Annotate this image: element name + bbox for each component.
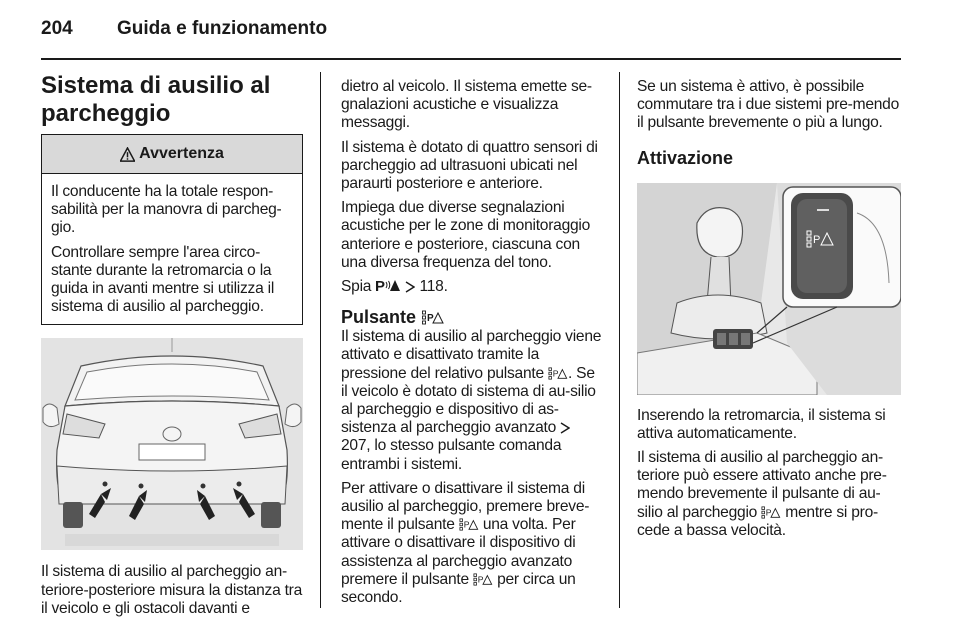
paragraph: Se un sistema è attivo, è possibile commutare tra i due sistemi pre-mendo il pulsante brevemente o più a lungo. <box>637 78 900 132</box>
header-rule <box>41 58 901 60</box>
paragraph: Il sistema è dotato di quattro sensori di parcheggio ad ultrasuoni ubicati nel paraurti posteriore e anteriore. <box>341 138 598 193</box>
park-assist-telltale-icon <box>375 278 401 293</box>
paragraph: Inserendo la retromarcia, il sistema si attiva automaticamente. <box>637 406 886 442</box>
paragraph: Impiega due diverse segnalazioni acustiche per le zone di monitoraggio anteriore e posteriore, ciascuna con una diversa frequenza del tono. <box>341 199 591 271</box>
paragraph: Il sistema di ausilio al parcheggio viene attivato e disattivato tramite la pressione del relativo pulsante P . Se il veicolo è dotato di sistema di au-silio al parcheggio e dispositivo di as-sistenza al parcheggio avanzato 207, lo stesso pulsante comanda entrambi i sistemi. <box>341 328 602 473</box>
section-title: Guida e funzionamento <box>117 18 328 39</box>
paragraph: Per attivare o disattivare il sistema di ausilio al parcheggio, premere breve-mente il pulsante P una volta. Per attivare o disattivare il dispositivo di assistenza al parcheggio avanzato premere il pulsante P per circa un secondo. <box>341 479 590 607</box>
warning-title: Avvertenza <box>139 145 224 162</box>
paragraph: Il sistema di ausilio al parcheggio an-teriore può essere attivato anche pre-mendo brevemente il pulsante di au-silio al parcheggio P mentre si pro-cede a bassa velocità. <box>637 449 887 539</box>
warning-box <box>41 134 303 325</box>
svg-text:P: P <box>765 507 772 518</box>
column-1 <box>41 72 303 624</box>
park-assist-icon <box>548 367 568 380</box>
svg-text:P: P <box>552 368 559 379</box>
warning-header <box>42 135 302 174</box>
park-assist-icon <box>473 573 493 586</box>
page-header <box>41 14 327 44</box>
column-divider <box>320 72 321 608</box>
warning-body <box>42 174 302 324</box>
warning-paragraph: Controllare sempre l'area circo-stante durante la retromarcia o la guida in avanti mentre si utilizza il sistema di ausilio al parcheggio. <box>51 243 275 316</box>
telltale-reference: Spia P 118. <box>341 278 448 296</box>
svg-text:P: P <box>813 233 821 246</box>
park-assist-icon <box>761 506 781 519</box>
reference-arrow-icon <box>405 281 415 293</box>
svg-text:P: P <box>463 519 470 530</box>
park-assist-icon <box>422 310 444 325</box>
svg-text:P: P <box>375 278 386 294</box>
park-assist-icon <box>459 518 479 531</box>
column-2 <box>341 78 603 613</box>
paragraph: Il sistema di ausilio al parcheggio an-teriore-posteriore misura la distanza tra il veicolo e gli ostacoli davanti e <box>41 563 303 617</box>
reference-arrow-icon <box>560 422 570 434</box>
console-button-illustration <box>637 183 901 395</box>
svg-text:P: P <box>427 312 434 324</box>
section-heading: Attivazione <box>637 147 734 168</box>
section-heading: Pulsante P <box>341 306 603 328</box>
vehicle-rear-drawing <box>41 338 303 550</box>
column-divider <box>619 72 620 608</box>
console-drawing <box>637 183 901 395</box>
column-3 <box>637 78 901 546</box>
page-number: 204 <box>41 18 73 39</box>
rear-vehicle-illustration <box>41 338 303 550</box>
svg-text:P: P <box>477 574 484 585</box>
paragraph: dietro al veicolo. Il sistema emette se-gnalazioni acustiche e visualizza messaggi. <box>341 78 592 132</box>
warning-triangle-icon <box>120 147 135 162</box>
warning-paragraph: Il conducente ha la totale respon-sabilità per la manovra di parcheg-gio. <box>51 183 282 237</box>
page-title: Sistema di ausilio al parcheggio <box>41 72 271 127</box>
